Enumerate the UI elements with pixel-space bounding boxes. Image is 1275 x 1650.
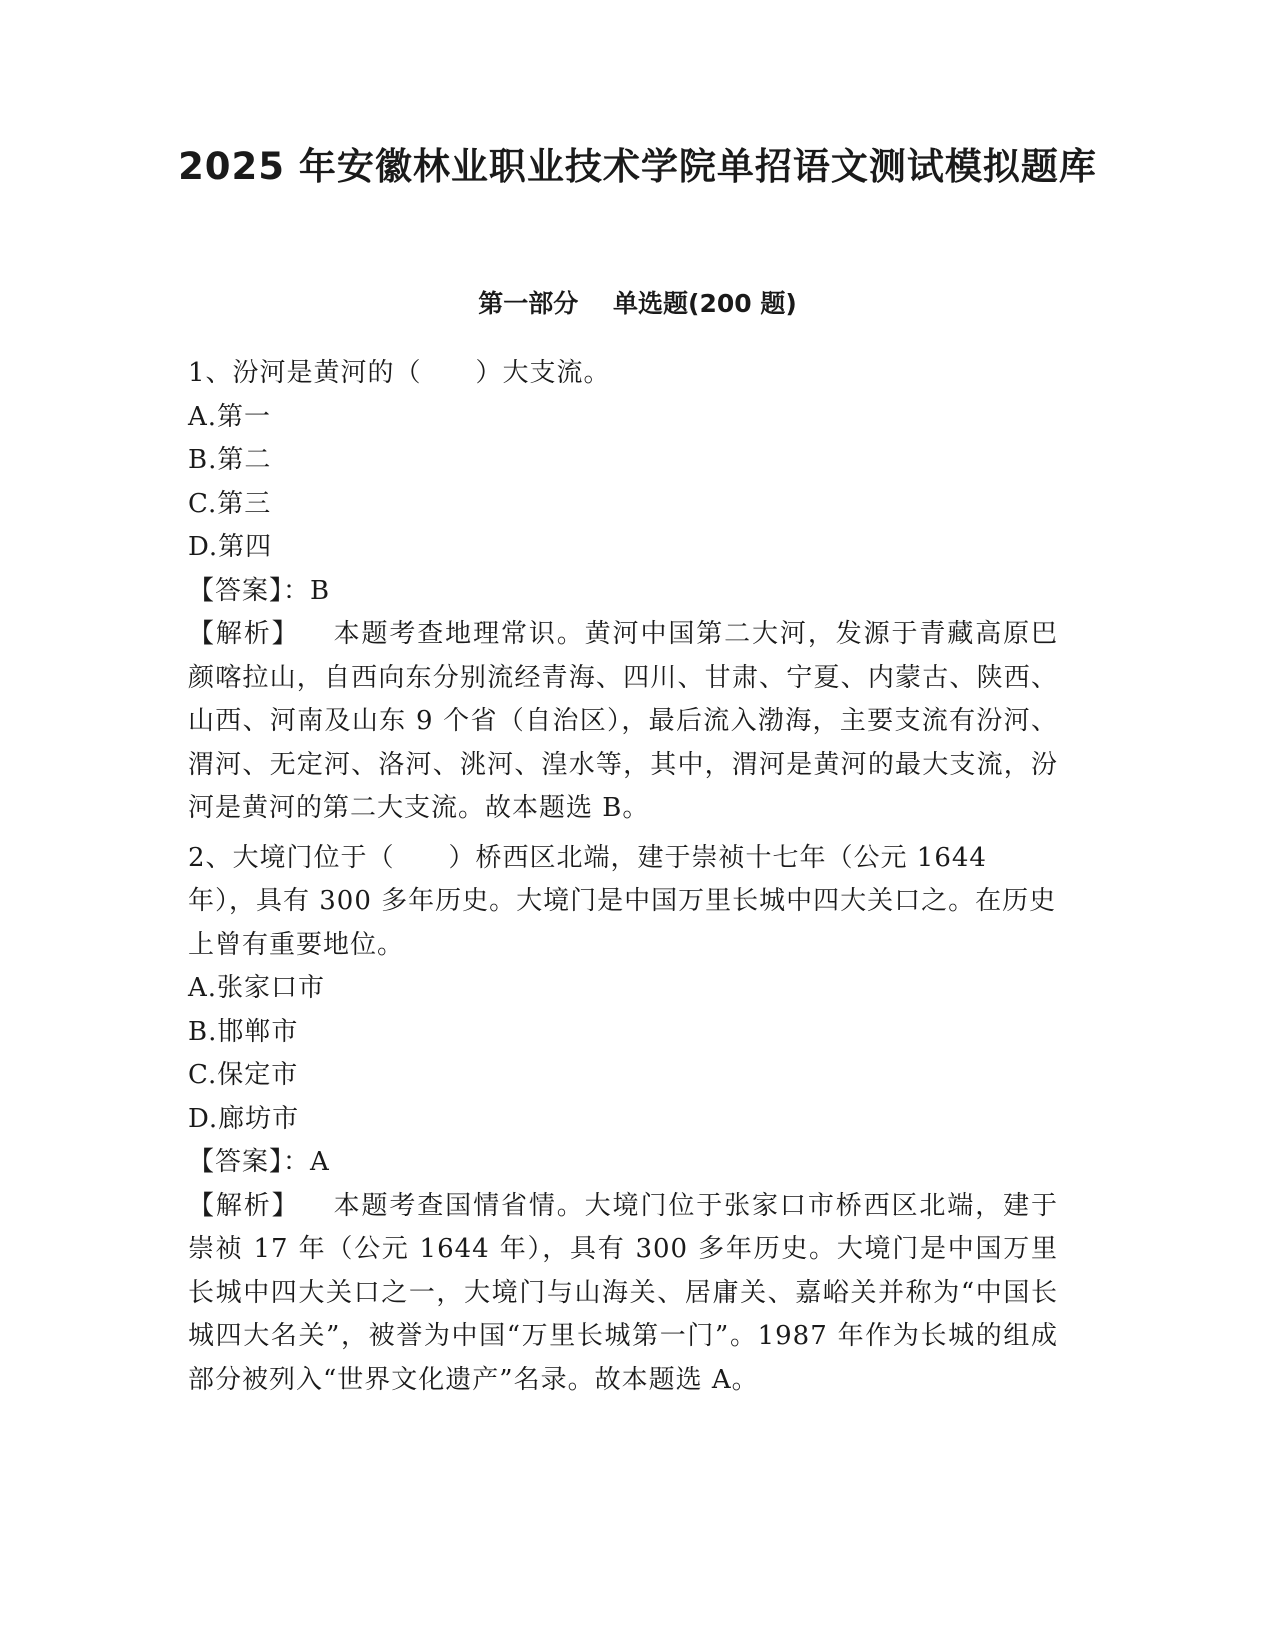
option-c: C.保定市 <box>188 1060 299 1090</box>
answer-label: 【答案】： <box>188 575 311 606</box>
option-a: A.第一 <box>188 401 272 432</box>
option-d: D.第四 <box>188 532 273 562</box>
question-stem: 2、大境门位于（ ）桥西区北端，建于崇祯十七年（公元 1644 年），具有 300 多年历史。大境门是中国万里长城中四大关口之。在历史上曾有重要地位。 <box>188 842 1057 960</box>
option-a: A.张家口市 <box>188 973 326 1003</box>
analysis-label: 【解析】 <box>188 619 300 649</box>
document-title: 2025 年安徽林业职业技术学院单招语文测试模拟题库 <box>178 145 1097 188</box>
answer-value: B <box>310 575 331 606</box>
analysis-paragraph <box>188 613 1058 831</box>
question-1 <box>188 352 1058 831</box>
answer-label: 【答案】： <box>188 1147 311 1177</box>
option-b: B.邯郸市 <box>188 1016 299 1047</box>
option-d: D.廊坊市 <box>188 1103 300 1134</box>
question-stem: 1、汾河是黄河的（ ）大支流。 <box>188 358 611 388</box>
analysis-text: 本题考查国情省情。大境门位于张家口市桥西区北端，建于崇祯 17 年（公元 1644 年），具有 300 多年历史。大境门是中国万里长城中四大关口之一，大境门与山海关、居庸关、嘉峪关并称为“中国长城四大名关”，被誉为中国“万里长城第一门”。1987 年作为长城的组成部分被列入“世界文化遗产”名录。故本题选 A。 <box>188 1190 1058 1395</box>
answer-line <box>188 1141 1058 1185</box>
section-title: 第一部分 单选题(200 题) <box>478 289 797 318</box>
analysis-label: 【解析】 <box>188 1190 300 1221</box>
option-c: C.第三 <box>188 488 272 519</box>
question-list <box>188 352 1058 1408</box>
question-2 <box>188 837 1058 1403</box>
analysis-text: 本题考查地理常识。黄河中国第二大河，发源于青藏高原巴颜喀拉山，自西向东分别流经青海、四川、甘肃、宁夏、内蒙古、陕西、山西、河南及山东 9 个省（自治区），最后流入渤海，主要支流有汾河、渭河、无定河、洛河、洮河、湟水等，其中，渭河是黄河的最大支流，汾河是黄河的第二大支流。故本题选 B。 <box>188 619 1058 823</box>
answer-value: A <box>310 1147 330 1177</box>
answer-line <box>188 570 1058 614</box>
analysis-paragraph <box>188 1185 1058 1403</box>
option-b: B.第二 <box>188 445 272 475</box>
